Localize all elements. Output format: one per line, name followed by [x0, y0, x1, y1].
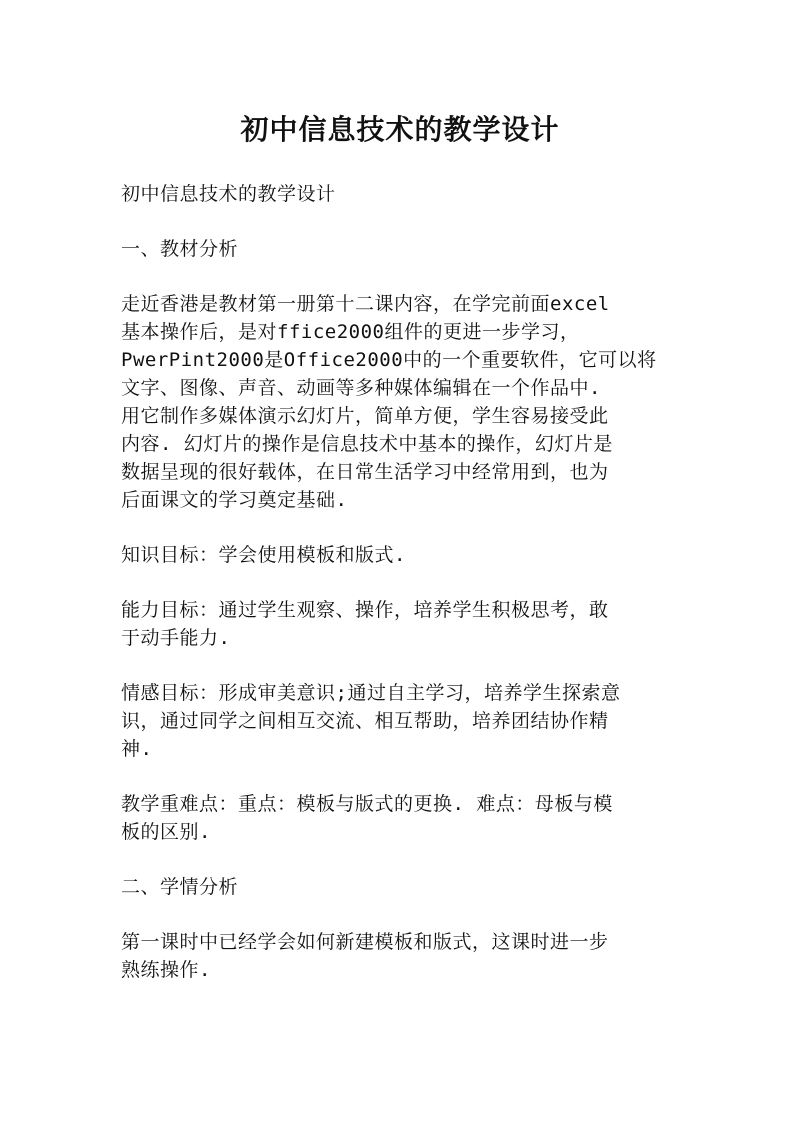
text-line: 后面课文的学习奠定基础. — [121, 489, 348, 511]
text-line: 能力目标：通过学生观察、操作，培养学生积极思考，敢 — [121, 599, 609, 621]
document-title: 初中信息技术的教学设计 — [240, 113, 560, 146]
paragraph — [121, 596, 681, 652]
text-line: 初中信息技术的教学设计 — [121, 183, 336, 205]
text-line: 一、教材分析 — [121, 238, 239, 260]
text-line: 数据呈现的很好载体，在日常生活学习中经常用到，也为 — [121, 461, 609, 483]
paragraph — [121, 235, 681, 263]
text-line: 情感目标：形成审美意识;通过自主学习，培养学生探索意 — [121, 682, 621, 704]
paragraph — [121, 928, 681, 984]
paragraph — [121, 790, 681, 846]
paragraph — [121, 290, 681, 514]
text-line: 基本操作后，是对ffice2000组件的更进一步学习， — [121, 321, 580, 343]
text-line: 板的区别. — [121, 821, 211, 843]
document-body — [121, 180, 681, 1011]
text-line: 教学重难点：重点：模板与版式的更换. 难点：母板与模 — [121, 793, 613, 815]
text-line: PwerPint2000是Office2000中的一个重要软件，它可以将 — [121, 349, 657, 371]
text-line: 第一课时中已经学会如何新建模板和版式，这课时进一步 — [121, 931, 609, 953]
text-line: 用它制作多媒体演示幻灯片，简单方便，学生容易接受此 — [121, 405, 609, 427]
text-line: 于动手能力. — [121, 627, 231, 649]
text-line: 走近香港是教材第一册第十二课内容，在学完前面excel — [121, 293, 610, 315]
paragraph — [121, 180, 681, 208]
text-line: 神. — [121, 738, 153, 760]
paragraph — [121, 873, 681, 901]
text-line: 熟练操作. — [121, 959, 211, 981]
paragraph — [121, 541, 681, 569]
paragraph — [121, 679, 681, 763]
text-line: 二、学情分析 — [121, 876, 239, 898]
text-line: 知识目标：学会使用模板和版式. — [121, 544, 406, 566]
text-line: 内容. 幻灯片的操作是信息技术中基本的操作，幻灯片是 — [121, 433, 613, 455]
text-line: 文字、图像、声音、动画等多种媒体编辑在一个作品中. — [121, 377, 601, 399]
text-line: 识，通过同学之间相互交流、相互帮助，培养团结协作精 — [121, 710, 609, 732]
